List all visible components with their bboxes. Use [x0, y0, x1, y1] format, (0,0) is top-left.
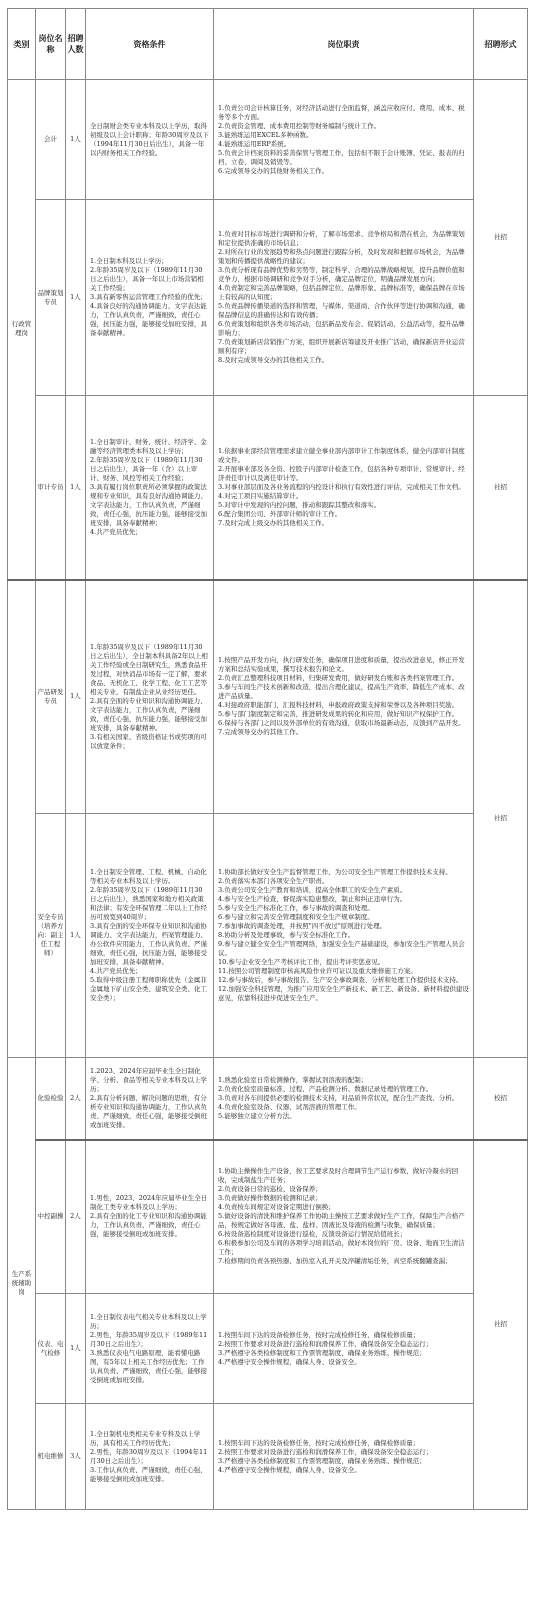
line-item: 2.男性，年龄35周岁及以下（1989年11月30日之后出生）；: [90, 1330, 208, 1348]
line-item: 2.具有全面的专业知识和沟通协调能力、文字表达能力，工作认真负责，严谨细致，责任心强，抗压能力强，能够接受加班安排，具备奉献精神。: [90, 696, 207, 732]
position-cell: 产品研发专员: [36, 580, 66, 814]
position-cell: 机电维修: [36, 1404, 66, 1510]
line-item: 3.工作认真负责、严谨细致，责任心强，能够接受倒班或加班安排。: [90, 1465, 207, 1483]
method-cell: 社招: [474, 396, 528, 580]
position-cell: 中控副操: [36, 1140, 66, 1294]
recruitment-table: [7, 8, 528, 1510]
header-qualifications: 资格条件: [86, 9, 214, 80]
line-item: 4.负责化验室设备、仪器、试剂溶液的管理工作。: [218, 1102, 361, 1111]
qualifications-cell: [86, 1140, 214, 1294]
line-item: 2.年龄35周岁及以下（1989年11月30日之后出生），具备一年（含）以上审计、财务、风控等相关工作经验；: [90, 455, 203, 482]
line-item: 7.检修期间负责各预热器、加热室入孔开关及淬罐清垢任务，真空系统翻罐查漏；: [218, 1257, 452, 1266]
table-row: [8, 1140, 528, 1294]
line-item: 5.对审计中发现的内控问题，推动和跟踪其整改和落实。: [218, 500, 381, 509]
position-cell: 审计专员: [36, 396, 66, 580]
line-item: 7.及时完成上级交办的其他相关工作。: [218, 518, 329, 527]
line-item: 2.具有全面的化工专业知识和沟通协调能力，工作认真负责、严谨细致，责任心强，能够接受倒班或加班安排。: [90, 1212, 207, 1239]
position-cell: 安全专员（培养方向：副主任工程师）: [36, 814, 66, 1058]
line-item: 10.参与企业安全生产考核评比工作，提出考评奖惩意见。: [218, 958, 385, 966]
count-cell: 1人: [66, 1294, 86, 1404]
duties-cell: [214, 1058, 474, 1140]
line-item: 8.协助分析及处理事故，参与安全标准化工作。: [218, 931, 355, 939]
count-cell: 2人: [66, 1140, 86, 1294]
header-category: 类别: [8, 9, 36, 80]
line-item: 6.完成领导交办的其他财务相关工作。: [218, 166, 329, 175]
qualifications-cell: [86, 80, 214, 200]
table-row: [8, 1058, 528, 1140]
line-item: 1.全日制审计、财务、统计、经济学、金融等经济管理类本科及以上学历；: [90, 437, 207, 455]
duties-cell: [214, 814, 474, 1058]
method-cell: 社招: [474, 580, 528, 1058]
duties-cell: [214, 580, 474, 814]
line-item: 2.负责设备日常的巡检、设备保养；: [218, 1185, 322, 1194]
line-item: 1.全日制机电类相关专业专科及以上学历，具有相关工作经历优先；: [90, 1429, 201, 1447]
table-row: [8, 396, 528, 580]
duties-cell: [214, 80, 474, 200]
position-cell: 品牌策划专员: [36, 200, 66, 396]
duties-cell: [214, 1404, 474, 1510]
line-item: 4.对接政府职能部门，汇报科技材料，申报政府政策支持和荣誉以及各种项目奖励。: [218, 701, 459, 710]
line-item: 5.参与安全生产标准化工作，参与事故的调查和处理。: [218, 904, 374, 912]
line-item: 2.年龄35周岁及以下（1989年11月30日之后出生），具备一年以上市场营销相关工作经验；: [90, 266, 204, 292]
line-item: 2.负责资金管理、成本费用控制等财务编制与统计工作。: [218, 121, 381, 130]
duties-cell: [214, 396, 474, 580]
line-item: 2.按照工作要求对设备进行巡检和润滑保养工作，确保设备安全稳态运行；: [218, 1447, 433, 1456]
line-item: 6.积极参加公司及车间的各项学习培训活动，做好本岗位的厂房、设备、地面卫生清洁工作；: [218, 1239, 465, 1257]
line-item: 3.具有全面的安全环保专业知识和沟通协调能力、文字表达能力，档案管理能力、办公软件应用能力，工作认真负责、严谨细致，责任心强，抗压能力强，能够接受加班安排，具备奉献精神。: [90, 922, 207, 966]
line-item: 7.负责策划新店营销推广方案，组织开展新店筹建及开业推广活动，确保新店开业运营顺利有序；: [218, 338, 465, 355]
line-item: 1.负责公司会计核算任务，对经济活动进行全面监督，涵盖应收应付、费用、成本、税务等多个方面。: [218, 103, 465, 121]
line-item: 1.全日制仪表电气相关专业本科及以上学历；: [90, 1312, 207, 1330]
qualifications-cell: [86, 1294, 214, 1404]
line-item: 3.熟悉仪表电气电路原理，能看懂电路图，有5年以上相关工作经历优先；工作认真负责、严谨细致，责任心强，能够接受倒班或加班安排。: [90, 1348, 207, 1384]
qualifications-cell: [86, 200, 214, 396]
header-position: 岗位名称: [36, 9, 66, 80]
table-row: [8, 80, 528, 200]
line-item: 3.具有履行岗位职责所必须掌握的政策法规和专业知识，具有良好沟通协调能力、文字表达能力，工作认真负责，严谨细致，责任心强，抗压能力强，能够接受加班安排，具备奉献精神；: [90, 482, 207, 527]
line-item: 4.负责按车间规定对设备定期进行倒换；: [218, 1203, 335, 1212]
line-item: 2.具有分析问题、解决问题的思维，有分析专业知识和沟通协调能力，工作认真负责、严谨细致，责任心强，能够接受倒班或加班安排。: [90, 1093, 207, 1129]
header-count: 招聘人数: [66, 9, 86, 80]
line-item: 12.加强安全科技管理，为推广应用安全生产新技术、新工艺、新设备、新材料提供建设意见，依靠科技进步促进安全生产。: [218, 985, 469, 1002]
table-row: [8, 814, 528, 1058]
line-item: 6.配合集团公司、外部审计师的审计工作。: [218, 509, 342, 518]
line-item: 12.参与事故后，参与事故报告、生产安全事故调查、分析和处理工作提供技术支持。: [218, 976, 463, 984]
duties-cell: [214, 1140, 474, 1294]
line-item: 1.协助主操操作生产设备，按工艺要求及时合理调节生产运行参数，做好冷凝水的回收，完成制盐生产任务；: [218, 1167, 459, 1185]
qualifications-cell: [86, 814, 214, 1058]
line-item: 1.熟悉化验室日常检测操作，掌握试剂溶液的配制；: [218, 1075, 368, 1084]
qualifications-cell: [86, 1058, 214, 1140]
line-item: 4.对完工项目实施结算审计。: [218, 491, 303, 500]
qualifications-cell: [86, 396, 214, 580]
line-item: 4.严格遵守安全操作规程，确保人身、设备安全。: [218, 1465, 361, 1474]
line-item: 8.及时完成领导交办的其他相关工作。: [218, 356, 329, 364]
count-cell: 1人: [66, 396, 86, 580]
line-item: 9.参与建立健全安全生产管理网络，加强安全生产基础建设，参加安全生产管理人员会议。: [218, 940, 465, 957]
line-item: 3.能熟练运用EXCEL多种函数。: [218, 130, 313, 139]
line-item: 3.负责公司安全生产教育和培训，提高全体职工的安全生产素质。: [218, 886, 407, 894]
line-item: 6.参与建立和完善安全管理制度和安全生产规章制度。: [218, 913, 374, 921]
line-item: 4.负责制定和完善品牌策略，包括品牌定位、品牌形象、品牌标准等，确保品牌在市场上有较高的认知度；: [218, 284, 465, 301]
line-item: 6.保持与各部门之间以及外部单位的有效沟通，获取市场最新动态，反馈到产品开发。: [218, 719, 465, 728]
category-cell: 生产系统辅助岗: [8, 1058, 36, 1510]
line-item: 3.负责做好操作数据的检测和记录；: [218, 1194, 322, 1203]
line-item: 5.负责品牌传播渠道的选择和管理，与媒体、渠道商、合作伙伴等进行协调和沟通，确保品牌信息的准确传达和有效传播；: [218, 302, 465, 319]
position-cell: 仪表、电气检修: [36, 1294, 66, 1404]
line-item: 1.协助部长做好安全生产监督管理工作，为公司安全生产管理工作提供技术支持。: [218, 868, 452, 876]
line-item: 7.参加事故的调查处理，并按照"四不放过"原则进行处理。: [218, 922, 387, 930]
line-item: 1.按照车间下达的设备检修任务，按时完成检修任务，确保检修质量；: [218, 1330, 420, 1339]
line-item: 3.有相关国家、省级资格证书或奖项的可以放宽条件；: [90, 732, 207, 750]
line-item: 1.按照车间下达的设备检修任务，按时完成检修任务，确保检修质量；: [218, 1438, 420, 1447]
line-item: 4.具备良好的沟通协调能力、文字表达能力，工作认真负责，严谨细致，责任心强，抗压能力强，能够接受加班安排，具备奉献精神。: [90, 302, 207, 337]
count-cell: 1人: [66, 200, 86, 396]
header-method: 招聘形式: [474, 9, 528, 80]
qualifications-cell: [86, 580, 214, 814]
line-item: 全日制财会类专业本科及以上学历，取得初级及以上会计职称；年龄30周岁及以下（1994年11月30日后出生），具备一年以内财务相关工作经验。: [90, 121, 209, 157]
line-item: 2.开展事业部及各全资、控股子内部审计检查工作，包括各种专项审计、常规审计、经济责任审计以及离任审计等。: [218, 464, 465, 482]
duties-cell: [214, 200, 474, 396]
position-cell: 化验检验: [36, 1058, 66, 1140]
count-cell: 1人: [66, 814, 86, 1058]
table-row: [8, 200, 528, 396]
line-item: 2.对所在行业的发展趋势和热点问题进行跟踪分析，及时发现和把握市场机会，为品牌策划和传播提供战略性的建议；: [218, 248, 465, 265]
line-item: 1.按照产品开发方向，执行研发任务，确保项目进度和质量，提出改进意见，修正开发方案和总结实验成果，撰写技术报告和论文。: [218, 656, 465, 674]
line-item: 5.负责会计档案资料的妥善保管与管理工作，包括但不限于会计账簿、凭证、报表的归档、立卷、调阅及销毁等。: [218, 148, 465, 166]
line-item: 1.男性，2023、2024年应届毕业生全日制化工类专业本科及以上学历；: [90, 1194, 208, 1212]
line-item: 3.严格遵守各类检修制度和工作票管理制度，确保业务熟练、操作规范；: [218, 1456, 426, 1465]
header-duties: 岗位职责: [214, 9, 474, 80]
count-cell: 3人: [66, 1404, 86, 1510]
line-item: 1.全日制安全管理、工程、机械、自动化等相关专业本科及以上学历。: [90, 868, 207, 885]
line-item: 2.负责化验室质量标准、过程、产品检测分析、数据记录处理的管理工作。: [218, 1084, 433, 1093]
table-row: [8, 1294, 528, 1404]
category-cell: [8, 580, 36, 1058]
line-item: 4.参与安全生产检查，督促落实隐患整改，制止和纠正违章行为。: [218, 895, 407, 903]
line-item: 2.男性，年龄30周岁及以下（1994年11月30日之后出生）；: [90, 1447, 208, 1465]
line-item: 5.取得中级注册工程师职称优先（金属非金属地下矿山安全类、建筑安全类、化工安全类）；: [90, 976, 207, 1002]
line-item: 4.共产党员优先；: [90, 967, 142, 975]
table-row: [8, 1404, 528, 1510]
line-item: 3.对事业部层面及各业务流程的内控设计和执行有效性进行评估，完成相关工作文档。: [218, 482, 465, 491]
line-item: 2.按照工作要求对设备进行巡检和润滑保养工作，确保设备安全稳态运行；: [218, 1339, 433, 1348]
line-item: 4.共产党员优先；: [90, 527, 142, 536]
line-item: 11.按照公司管理制度审核高风险作业许可证以及重大维修施工方案。: [218, 967, 417, 975]
method-cell: 社招: [474, 1140, 528, 1510]
line-item: 3.负责对各车间提供必要的检测技术支持，对品质异常状况，配合生产查找、分析。: [218, 1093, 459, 1102]
method-cell: 社招: [474, 80, 528, 396]
method-cell: 校招: [474, 1058, 528, 1140]
line-item: 3.参与车间生产技术创新和改造，提出合理化建议，提高生产效率、降低生产成本、改进产品质量。: [218, 683, 465, 701]
line-item: 1.负责对目标市场进行调研和分析，了解市场需求、竞争格局和潜在机会，为品牌策划和定位提供准确的市场信息；: [218, 230, 465, 247]
line-item: 4.能熟练运用ERP系统。: [218, 139, 291, 148]
line-item: 6.负责策划和组织各类市场活动，包括新品发布会、促销活动、公益活动等，提升品牌影响力；: [218, 320, 465, 337]
line-item: 1.全日制本科及以上学历；: [90, 257, 168, 265]
count-cell: 2人: [66, 1058, 86, 1140]
line-item: 5.做好设备的清洗和维护保养工作协助主操按工艺要求做好生产工作，保障生产合格产品，按规定做好各母液、盐、盐样、固液比及母液的检测与收集，确保质量；: [218, 1212, 465, 1230]
line-item: 4.严格遵守安全操作规程，确保人身、设备安全。: [218, 1357, 361, 1366]
qualifications-cell: [86, 1404, 214, 1510]
line-item: 2.年龄35周岁及以下（1989年11月30日之后出生），熟悉国家和地方相关政策和法律；有安全环保管理二年以上工作经历可放宽到40周岁；: [90, 886, 207, 921]
count-cell: 1人: [66, 80, 86, 200]
line-item: 2.负责落实本部门各项安全生产职责。: [218, 877, 329, 885]
line-item: 1.年龄35周岁及以下（1989年11月30日之后出生），全日制本科具备2年以上相关工作经验或全日制研究生，熟悉食品开发过程，对快消品市场有一定了解，要求食品、无机化工、化学工程、化工工艺等相关专业，有制盐企业从业经历更佳。: [90, 642, 208, 696]
table-row: [8, 580, 528, 814]
line-item: 2.负责汇总整理科技项目材料，归集研发费用，做好研发台账和各类档案管理工作。: [218, 674, 459, 683]
category-cell: 行政管理岗: [8, 80, 36, 580]
line-item: 5.参与部门制度制定和完善，推进研发成果的转化和应用，做好知识产权保护工作。: [218, 710, 459, 719]
line-item: 1.2023、2024年应届毕业生全日制化学、分析、食品等相关专业本科及以上学历；: [90, 1066, 207, 1093]
header-row: [8, 9, 528, 80]
line-item: 1.依据事业部经营管理需求建立健全事业部内部审计工作制度体系，健全内部审计制度或文件。: [218, 446, 465, 464]
line-item: 7.完成领导交办的其他工作。: [218, 728, 303, 737]
line-item: 5.能够独立建立分析方法。: [218, 1111, 296, 1120]
line-item: 3.负责分析现有品牌优势和劣势等，制定科学、合理的品牌战略规划，提升品牌价值和竞争力，根据市场调研和竞争对手分析，确定品牌定位，明确品牌发展方向；: [218, 266, 465, 283]
position-cell: 会计: [36, 80, 66, 200]
duties-cell: [214, 1294, 474, 1404]
line-item: 6.按设备巡检制度对设备进行巡检，反馈设备运行情况给值班长；: [218, 1230, 407, 1239]
line-item: 3.具有新零售运营管理工作经验的优先；: [90, 293, 207, 301]
line-item: 3.严格遵守各类检修制度和工作票管理制度，确保业务熟练、操作规范；: [218, 1348, 426, 1357]
count-cell: 1人: [66, 580, 86, 814]
